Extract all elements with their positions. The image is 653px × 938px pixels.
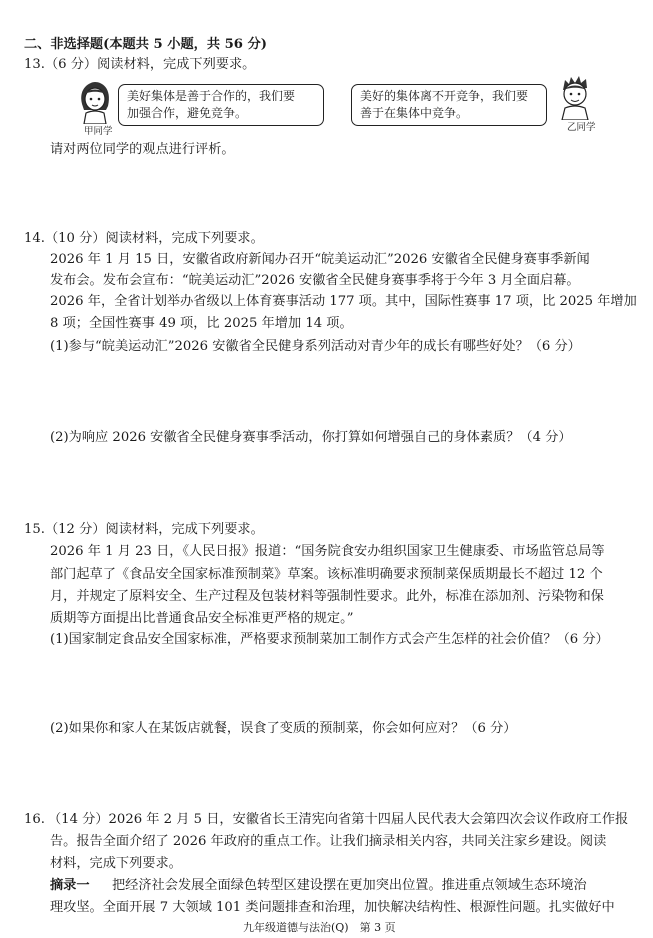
bubble-a-line1: 美好集体是善于合作的，我们要 — [127, 89, 296, 103]
q16-excerpt-line: 把经济社会发展全面绿色转型区建设摆在更加突出位置。推进重点领域生态环境治 — [112, 878, 587, 893]
q15-subquestion-1: (1)国家制定食品安全国家标准，严格要求预制菜加工制作方式会产生怎样的社会价值？（6 分） — [50, 632, 609, 647]
boy-student-icon — [557, 74, 593, 120]
student-b-name: 乙同学 — [567, 122, 596, 133]
q15-material-line: 月，并规定了原料安全、生产过程及包装材料等强制性要求。此外，标准在添加剂、污染物和保 — [50, 589, 604, 604]
q15-material-line: 质期等方面提出比普通食品安全标准更严格的规定。” — [50, 611, 354, 626]
q15-header: 15.（12 分）阅读材料，完成下列要求。 — [24, 522, 264, 537]
bubble-b-line2: 善于在集体中竞争。 — [360, 106, 469, 120]
student-a-name: 甲同学 — [84, 126, 113, 137]
q16-excerpt-label: 摘录一 — [50, 878, 90, 893]
speech-bubble-b — [351, 84, 547, 126]
girl-student-icon — [76, 80, 114, 124]
q16-intro-line: （14 分）2026 年 2 月 5 日，安徽省长王清宪向省第十四届人民代表大会第四次会议作政府工作报 — [48, 812, 629, 827]
q16-intro-line: 材料，完成下列要求。 — [50, 856, 182, 871]
q14-material-line: 2026 年，全省计划举办省级以上体育赛事活动 177 项。其中，国际性赛事 17 项，比 2025 年增加 — [50, 294, 637, 309]
q16-number: 16. — [24, 812, 45, 827]
q15-material-line: 部门起草了《食品安全国家标准预制菜》草案。该标准明确要求预制菜保质期最长不超过 12 个 — [50, 567, 603, 582]
q14-material-line: 发布会。发布会宣布：“皖美运动汇”2026 安徽省全民健身赛事季将于今年 3 月全面启幕。 — [50, 273, 580, 288]
q14-subquestion-1: (1)参与“皖美运动汇”2026 安徽省全民健身系列活动对青少年的成长有哪些好处？（6 分） — [50, 339, 581, 354]
bubble-b-line1: 美好的集体离不开竞争，我们要 — [360, 89, 529, 103]
q16-excerpt-line: 理攻坚。全面开展 7 大领域 101 类问题排查和治理，加快解决结构性、根源性问题。扎实做好中 — [50, 900, 615, 915]
q14-subquestion-2: (2)为响应 2026 安徽省全民健身赛事季活动，你打算如何增强自己的身体素质？（4 分） — [50, 430, 572, 445]
q13-question: 请对两位同学的观点进行评析。 — [50, 142, 235, 157]
q14-material-line: 8 项；全国性赛事 49 项，比 2025 年增加 14 项。 — [50, 316, 353, 331]
q14-material-line: 2026 年 1 月 15 日，安徽省政府新闻办召开“皖美运动汇”2026 安徽省全民健身赛事季新闻 — [50, 252, 590, 267]
q15-subquestion-2: (2)如果你和家人在某饭店就餐，误食了变质的预制菜，你会如何应对？（6 分） — [50, 721, 517, 736]
speech-bubble-a — [118, 84, 324, 126]
q15-material-line: 2026 年 1 月 23 日，《人民日报》报道：“国务院食安办组织国家卫生健康委、市场监管总局等 — [50, 544, 605, 559]
page-footer: 九年级道德与法治(Q) 第 3 页 — [243, 921, 396, 934]
bubble-a-line2: 加强合作，避免竞争。 — [127, 106, 248, 120]
q16-intro-line: 告。报告全面介绍了 2026 年政府的重点工作。让我们摘录相关内容，共同关注家乡建设。阅读 — [50, 834, 607, 849]
q13-header: 13.（6 分）阅读材料，完成下列要求。 — [24, 57, 256, 72]
section-title: 二、非选择题(本题共 5 小题，共 56 分) — [24, 37, 267, 52]
q14-header: 14.（10 分）阅读材料，完成下列要求。 — [24, 231, 264, 246]
